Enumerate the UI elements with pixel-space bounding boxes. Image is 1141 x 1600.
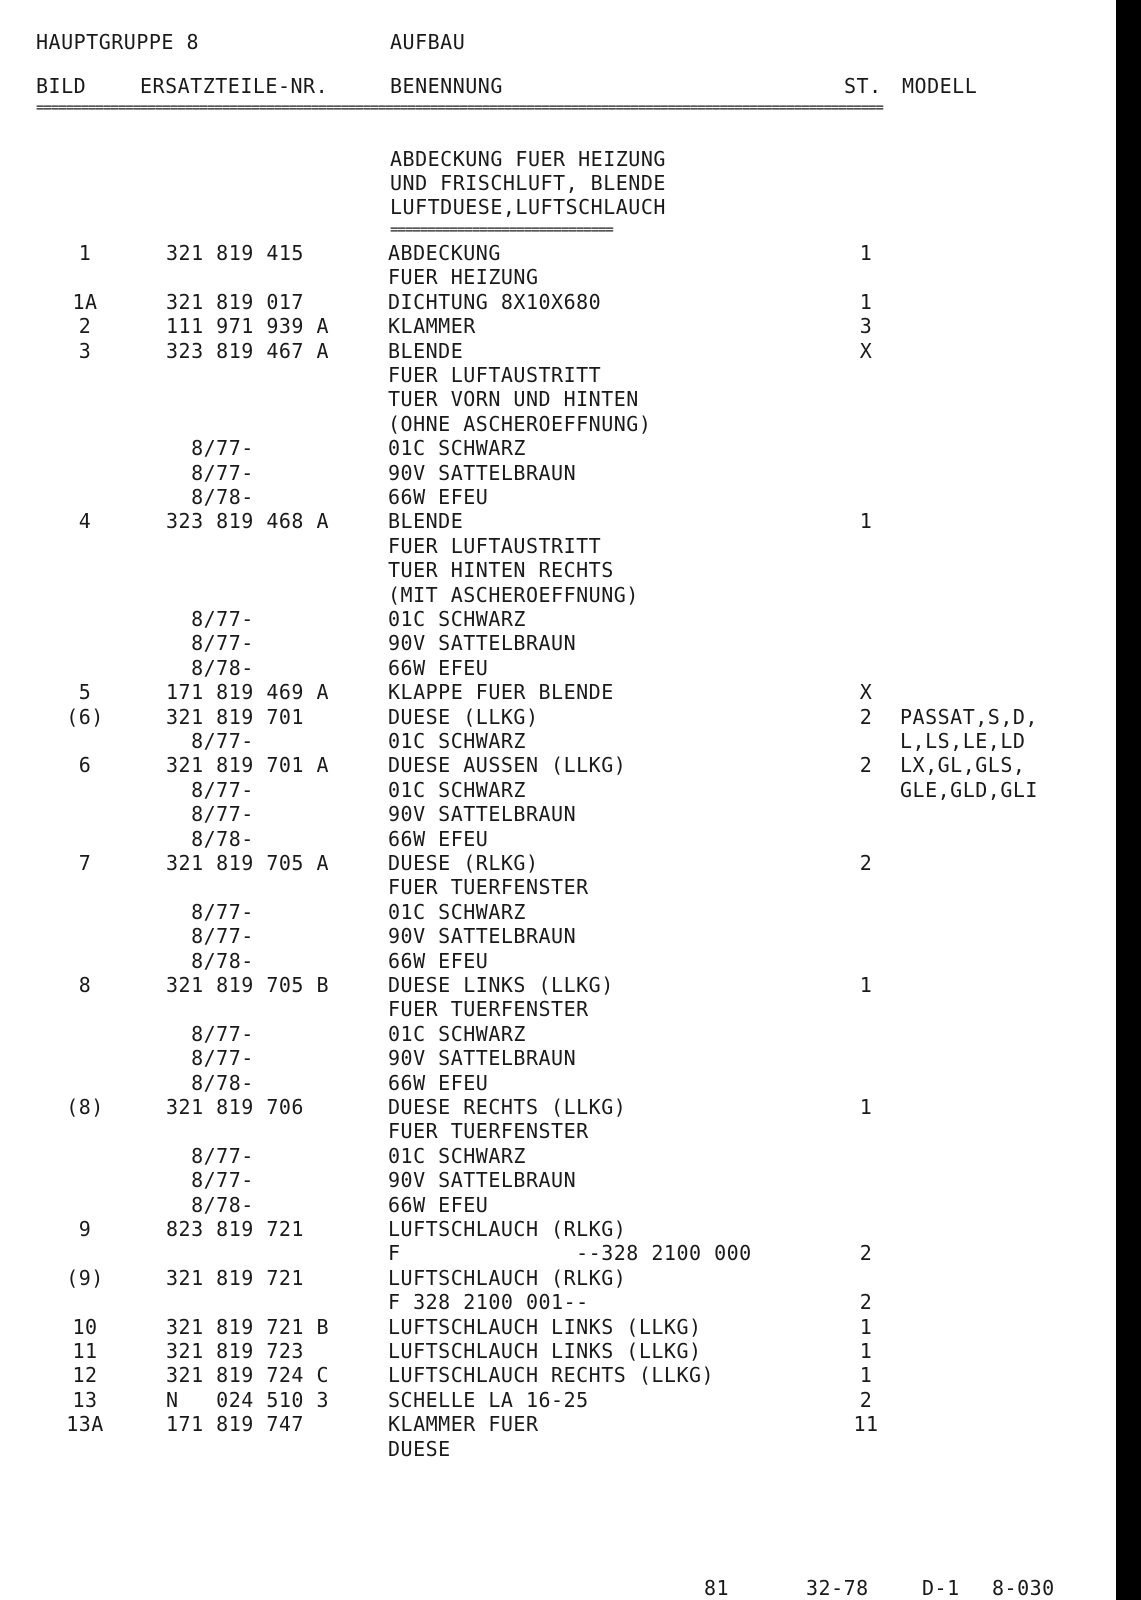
row-description: FUER TUERFENSTER bbox=[388, 997, 589, 1021]
row-part-number: 8/77- bbox=[166, 1168, 254, 1192]
row-description: 66W EFEU bbox=[388, 656, 489, 680]
row-description: LUFTSCHLAUCH LINKS (LLKG) bbox=[388, 1339, 702, 1363]
row-description: 01C SCHWARZ bbox=[388, 778, 526, 802]
row-quantity: 1 bbox=[859, 290, 873, 314]
row-quantity: 11 bbox=[853, 1412, 879, 1436]
row-part-number: N 024 510 3 bbox=[166, 1388, 330, 1412]
row-description: FUER LUFTAUSTRITT bbox=[388, 363, 602, 387]
row-bild: (6) bbox=[66, 705, 104, 729]
row-description: BLENDE bbox=[388, 509, 464, 533]
footer-lang: D-1 bbox=[922, 1576, 960, 1600]
row-part-number: 8/77- bbox=[166, 900, 254, 924]
row-description: 90V SATTELBRAUN bbox=[388, 1168, 577, 1192]
row-part-number: 8/77- bbox=[166, 802, 254, 826]
row-description: (MIT ASCHEROEFFNUNG) bbox=[388, 583, 639, 607]
main-group-label: HAUPTGRUPPE 8 bbox=[36, 30, 200, 54]
row-part-number: 8/77- bbox=[166, 1022, 254, 1046]
row-bild: 6 bbox=[78, 753, 92, 777]
row-quantity: 2 bbox=[859, 1388, 873, 1412]
row-quantity: 2 bbox=[859, 1290, 873, 1314]
row-part-number: 111 971 939 A bbox=[166, 314, 330, 338]
row-bild: 7 bbox=[78, 851, 92, 875]
row-description: KLAMMER bbox=[388, 314, 476, 338]
row-part-number: 8/78- bbox=[166, 656, 254, 680]
row-bild: 3 bbox=[78, 339, 92, 363]
row-part-number: 323 819 467 A bbox=[166, 339, 330, 363]
row-description: F 328 2100 001-- bbox=[388, 1290, 589, 1314]
footer-year: 81 bbox=[704, 1576, 730, 1600]
row-bild: (8) bbox=[66, 1095, 104, 1119]
footer-page: 8-030 bbox=[992, 1576, 1055, 1600]
row-part-number: 8/77- bbox=[166, 436, 254, 460]
row-part-number: 321 819 017 bbox=[166, 290, 304, 314]
row-part-number: 8/77- bbox=[166, 1046, 254, 1070]
row-quantity: 1 bbox=[859, 973, 873, 997]
row-description: 66W EFEU bbox=[388, 1071, 489, 1095]
section-label: AUFBAU bbox=[390, 30, 466, 54]
row-description: TUER VORN UND HINTEN bbox=[388, 387, 639, 411]
row-description: DICHTUNG 8X10X680 bbox=[388, 290, 602, 314]
row-description: KLAPPE FUER BLENDE bbox=[388, 680, 614, 704]
row-part-number: 8/77- bbox=[166, 778, 254, 802]
row-description: 90V SATTELBRAUN bbox=[388, 802, 577, 826]
column-header-name: BENENNUNG bbox=[390, 74, 503, 98]
row-description: 90V SATTELBRAUN bbox=[388, 1046, 577, 1070]
row-bild: 8 bbox=[78, 973, 92, 997]
row-quantity: 1 bbox=[859, 1363, 873, 1387]
row-bild: 10 bbox=[72, 1315, 98, 1339]
row-description: 66W EFEU bbox=[388, 1193, 489, 1217]
row-part-number: 321 819 705 B bbox=[166, 973, 330, 997]
row-description: TUER HINTEN RECHTS bbox=[388, 558, 614, 582]
section-title-rule: ============================== bbox=[390, 222, 613, 238]
row-part-number: 321 819 701 A bbox=[166, 753, 330, 777]
row-description: DUESE (RLKG) bbox=[388, 851, 539, 875]
row-description: 01C SCHWARZ bbox=[388, 436, 526, 460]
row-description: FUER HEIZUNG bbox=[388, 265, 539, 289]
scan-edge-bar bbox=[1116, 0, 1141, 1600]
row-bild: (9) bbox=[66, 1266, 104, 1290]
row-description: 01C SCHWARZ bbox=[388, 1022, 526, 1046]
row-quantity: 3 bbox=[859, 314, 873, 338]
row-description: FUER TUERFENSTER bbox=[388, 1119, 589, 1143]
row-part-number: 321 819 706 bbox=[166, 1095, 304, 1119]
column-header-part-no: ERSATZTEILE-NR. bbox=[140, 74, 329, 98]
row-part-number: 8/77- bbox=[166, 631, 254, 655]
row-description: 01C SCHWARZ bbox=[388, 729, 526, 753]
row-description: FUER TUERFENSTER bbox=[388, 875, 589, 899]
row-description: FUER LUFTAUSTRITT bbox=[388, 534, 602, 558]
row-description: (OHNE ASCHEROEFFNUNG) bbox=[388, 412, 652, 436]
row-quantity: 1 bbox=[859, 1095, 873, 1119]
row-quantity: 2 bbox=[859, 753, 873, 777]
row-description: ABDECKUNG bbox=[388, 241, 501, 265]
row-part-number: 8/78- bbox=[166, 827, 254, 851]
row-description: 90V SATTELBRAUN bbox=[388, 924, 577, 948]
row-quantity: X bbox=[859, 339, 873, 363]
row-bild: 11 bbox=[72, 1339, 98, 1363]
row-part-number: 321 819 723 bbox=[166, 1339, 304, 1363]
column-header-model: MODELL bbox=[902, 74, 978, 98]
row-quantity: 1 bbox=[859, 1315, 873, 1339]
row-quantity: 2 bbox=[859, 851, 873, 875]
row-description: SCHELLE LA 16-25 bbox=[388, 1388, 589, 1412]
row-part-number: 8/77- bbox=[166, 461, 254, 485]
row-bild: 5 bbox=[78, 680, 92, 704]
row-description: 66W EFEU bbox=[388, 485, 489, 509]
row-description: LUFTSCHLAUCH (RLKG) bbox=[388, 1266, 627, 1290]
row-description: LUFTSCHLAUCH RECHTS (LLKG) bbox=[388, 1363, 715, 1387]
row-quantity: X bbox=[859, 680, 873, 704]
row-description: 01C SCHWARZ bbox=[388, 900, 526, 924]
row-part-number: 323 819 468 A bbox=[166, 509, 330, 533]
row-model: L,LS,LE,LD bbox=[900, 729, 1026, 753]
row-part-number: 8/77- bbox=[166, 1144, 254, 1168]
row-description: 90V SATTELBRAUN bbox=[388, 461, 577, 485]
row-part-number: 823 819 721 bbox=[166, 1217, 304, 1241]
row-description: DUESE RECHTS (LLKG) bbox=[388, 1095, 627, 1119]
row-bild: 12 bbox=[72, 1363, 98, 1387]
row-description: 66W EFEU bbox=[388, 949, 489, 973]
row-bild: 2 bbox=[78, 314, 92, 338]
row-model: LX,GL,GLS, bbox=[900, 753, 1026, 777]
row-part-number: 321 819 705 A bbox=[166, 851, 330, 875]
row-part-number: 8/78- bbox=[166, 485, 254, 509]
row-description: DUESE (LLKG) bbox=[388, 705, 539, 729]
row-part-number: 171 819 469 A bbox=[166, 680, 330, 704]
row-part-number: 321 819 701 bbox=[166, 705, 304, 729]
row-bild: 13A bbox=[66, 1412, 104, 1436]
row-model: PASSAT,S,D, bbox=[900, 705, 1038, 729]
row-quantity: 1 bbox=[859, 509, 873, 533]
row-part-number: 8/78- bbox=[166, 1193, 254, 1217]
row-description: DUESE LINKS (LLKG) bbox=[388, 973, 614, 997]
row-description: DUESE bbox=[388, 1437, 451, 1461]
row-part-number: 321 819 724 C bbox=[166, 1363, 330, 1387]
row-bild: 4 bbox=[78, 509, 92, 533]
row-bild: 9 bbox=[78, 1217, 92, 1241]
row-description: KLAMMER FUER bbox=[388, 1412, 539, 1436]
row-part-number: 171 819 747 bbox=[166, 1412, 304, 1436]
row-description: 01C SCHWARZ bbox=[388, 1144, 526, 1168]
column-header-bild: BILD bbox=[36, 74, 87, 98]
section-title-line-3: LUFTDUESE,LUFTSCHLAUCH bbox=[390, 195, 666, 219]
row-description: DUESE AUSSEN (LLKG) bbox=[388, 753, 627, 777]
header-rule: ================================================================================================================== bbox=[36, 100, 883, 116]
row-description: 66W EFEU bbox=[388, 827, 489, 851]
row-description: LUFTSCHLAUCH LINKS (LLKG) bbox=[388, 1315, 702, 1339]
row-quantity: 1 bbox=[859, 1339, 873, 1363]
row-description: F --328 2100 000 bbox=[388, 1241, 752, 1265]
row-quantity: 2 bbox=[859, 705, 873, 729]
row-bild: 13 bbox=[72, 1388, 98, 1412]
footer-code: 32-78 bbox=[806, 1576, 869, 1600]
row-part-number: 321 819 721 bbox=[166, 1266, 304, 1290]
section-title-line-1: ABDECKUNG FUER HEIZUNG bbox=[390, 147, 666, 171]
row-bild: 1A bbox=[72, 290, 98, 314]
row-part-number: 321 819 721 B bbox=[166, 1315, 330, 1339]
column-header-qty: ST. bbox=[844, 74, 882, 98]
row-part-number: 8/78- bbox=[166, 1071, 254, 1095]
row-bild: 1 bbox=[78, 241, 92, 265]
row-part-number: 321 819 415 bbox=[166, 241, 304, 265]
row-quantity: 2 bbox=[859, 1241, 873, 1265]
row-part-number: 8/77- bbox=[166, 924, 254, 948]
row-part-number: 8/77- bbox=[166, 729, 254, 753]
row-description: BLENDE bbox=[388, 339, 464, 363]
row-description: 90V SATTELBRAUN bbox=[388, 631, 577, 655]
section-title-line-2: UND FRISCHLUFT, BLENDE bbox=[390, 171, 666, 195]
row-part-number: 8/78- bbox=[166, 949, 254, 973]
row-model: GLE,GLD,GLI bbox=[900, 778, 1038, 802]
row-description: 01C SCHWARZ bbox=[388, 607, 526, 631]
row-quantity: 1 bbox=[859, 241, 873, 265]
row-part-number: 8/77- bbox=[166, 607, 254, 631]
row-description: LUFTSCHLAUCH (RLKG) bbox=[388, 1217, 627, 1241]
